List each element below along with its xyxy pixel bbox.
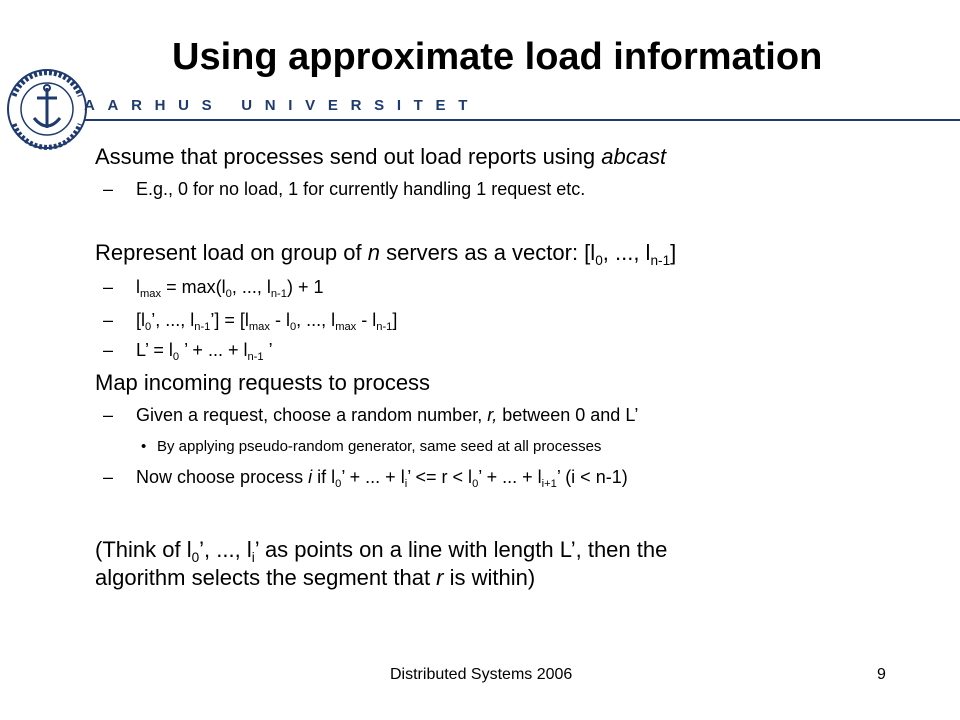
bullet-load-vector: Represent load on group of n servers as a vector: [$l_0$, ..., $l_{n-1}$] [95, 240, 677, 268]
paragraph-think-line-1: (Think of $l_0$’, ..., $l_i$’ as points on a line with length L’, then the [95, 537, 668, 565]
university-wordmark: AARHUS UNIVERSITET [84, 97, 481, 114]
slide-title: Using approximate load information [172, 36, 823, 78]
sub-bullet-load-example: – E.g., 0 for no load, 1 for currently handling 1 request etc. [103, 179, 586, 199]
sub-bullet-choose-process: – Now choose process i if $l_0$’ + ... + $l_i$’ <= $r < l_0$’ + ... + $l_{i+1}$’ (i < n-1) [103, 467, 628, 490]
bullet-map-requests: Map incoming requests to process [95, 370, 431, 395]
sub-bullet-lprime: – [$l_0$’, ..., $l_{n-1}’] = [l_{max} - l_0$, ..., $l_{max} - l_{n-1}$] [103, 310, 398, 333]
sub-sub-bullet-pseudo-random: • By applying pseudo-random generator, same seed at all processes [141, 438, 602, 455]
sub-bullet-Lsum: – L’ = $l_0$ ’ + ... + $l_{n-1}$ ’ [103, 340, 273, 363]
bullet-abcast: Assume that processes send out load reports using abcast [95, 144, 667, 169]
header-rule [84, 119, 960, 121]
university-seal-logo [6, 68, 88, 150]
footer-course: Distributed Systems 2006 [390, 666, 573, 683]
sub-bullet-lmax: – $l_{max} = \max(l_0$, ..., $l_{n-1}) + 1$ [103, 277, 324, 300]
sub-bullet-random-number: – Given a request, choose a random number, r, between 0 and L’ [103, 405, 639, 425]
footer-page-number: 9 [877, 666, 886, 683]
paragraph-think-line-2: algorithm selects the segment that r is within) [95, 565, 536, 590]
